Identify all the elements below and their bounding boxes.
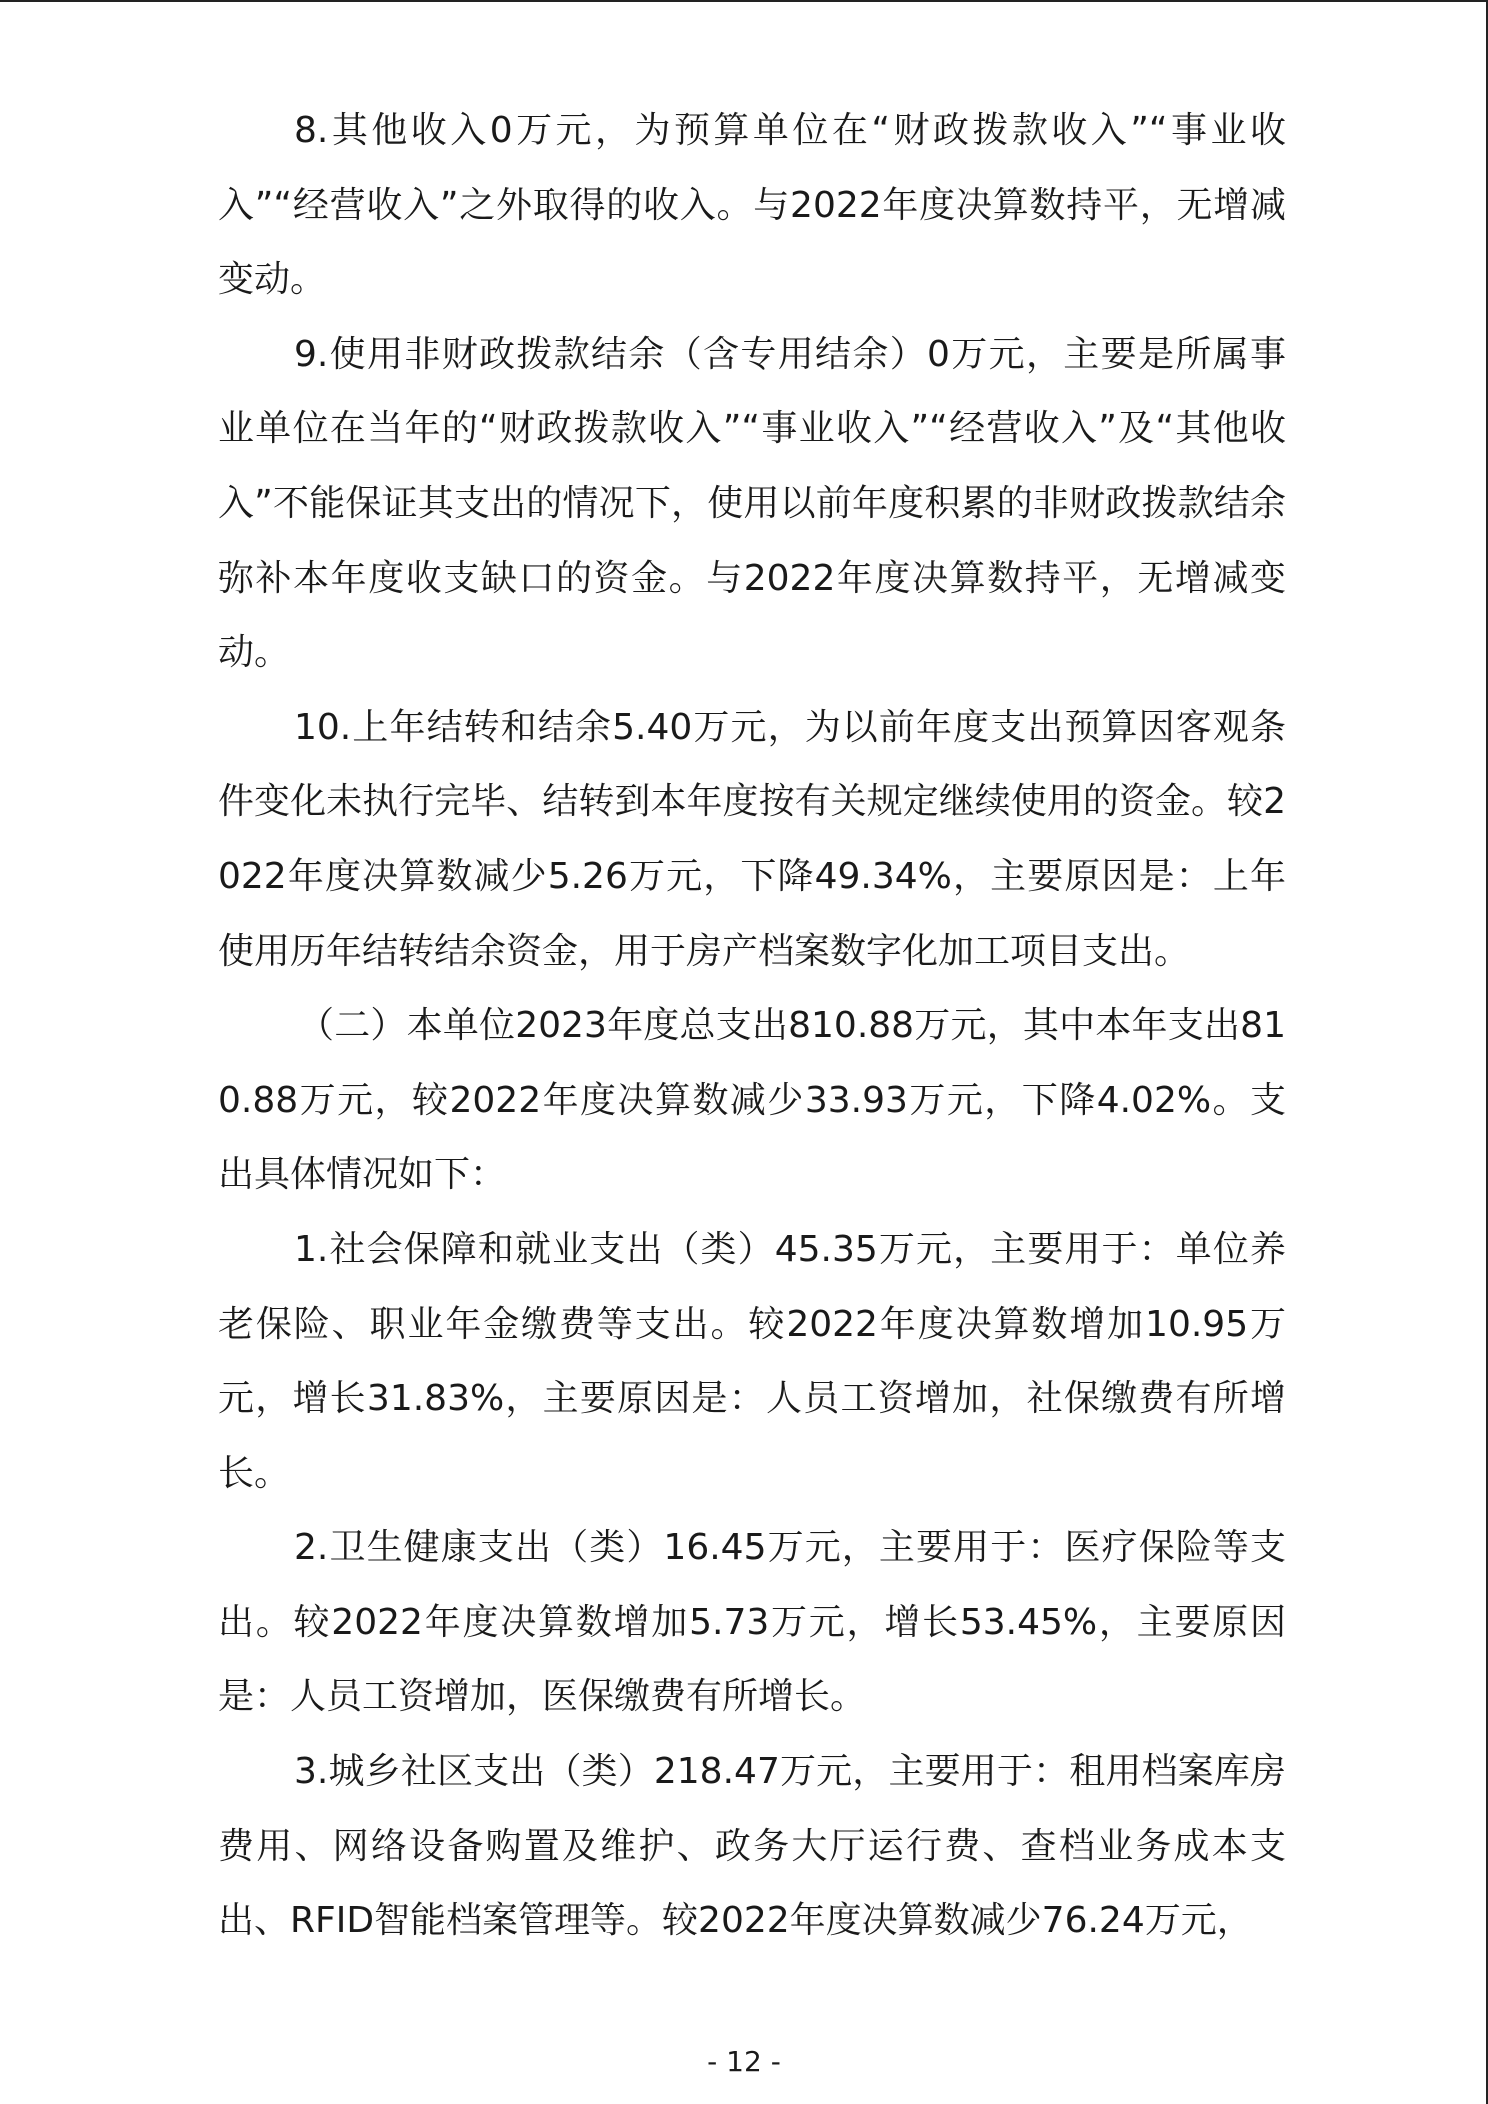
paragraph-health: 2.卫生健康支出（类）16.45万元，主要用于：医疗保险等支出。较2022年度决算数增加5.73万元，增长53.45%，主要原因是：人员工资增加，医保缴费有所增长。 — [218, 1527, 1286, 1718]
document-body — [218, 94, 1286, 1959]
page-number: - 12 - — [707, 2045, 781, 2078]
paragraph-carryover: 10.上年结转和结余5.40万元，为以前年度支出预算因客观条件变化未执行完毕、结转到本年度按有关规定继续使用的资金。较2022年度决算数减少5.26万元，下降49.34%，主要原因是：上年使用历年结转结余资金，用于房产档案数字化加工项目支出。 — [218, 706, 1286, 972]
paragraph-urban-rural: 3.城乡社区支出（类）218.47万元，主要用于：租用档案库房费用、网络设备购置及维护、政务大厅运行费、查档业务成本支出、RFID智能档案管理等。较2022年度决算数减少76.24万元， — [218, 1751, 1286, 1942]
paragraph-social-security: 1.社会保障和就业支出（类）45.35万元，主要用于：单位养老保险、职业年金缴费等支出。较2022年度决算数增加10.95万元，增长31.83%，主要原因是：人员工资增加，社保缴费有所增长。 — [218, 1228, 1286, 1494]
paragraph-total-expenditure: （二）本单位2023年度总支出810.88万元，其中本年支出810.88万元，较2022年度决算数减少33.93万元，下降4.02%。支出具体情况如下： — [218, 1005, 1286, 1196]
paragraph-non-fiscal-balance: 9.使用非财政拨款结余（含专用结余）0万元，主要是所属事业单位在当年的“财政拨款收入”“事业收入”“经营收入”及“其他收入”不能保证其支出的情况下，使用以前年度积累的非财政拨款结余弥补本年度收支缺口的资金。与2022年度决算数持平，无增减变动。 — [218, 333, 1286, 674]
paragraph-other-income: 8.其他收入0万元，为预算单位在“财政拨款收入”“事业收入”“经营收入”之外取得的收入。与2022年度决算数持平，无增减变动。 — [218, 110, 1286, 301]
